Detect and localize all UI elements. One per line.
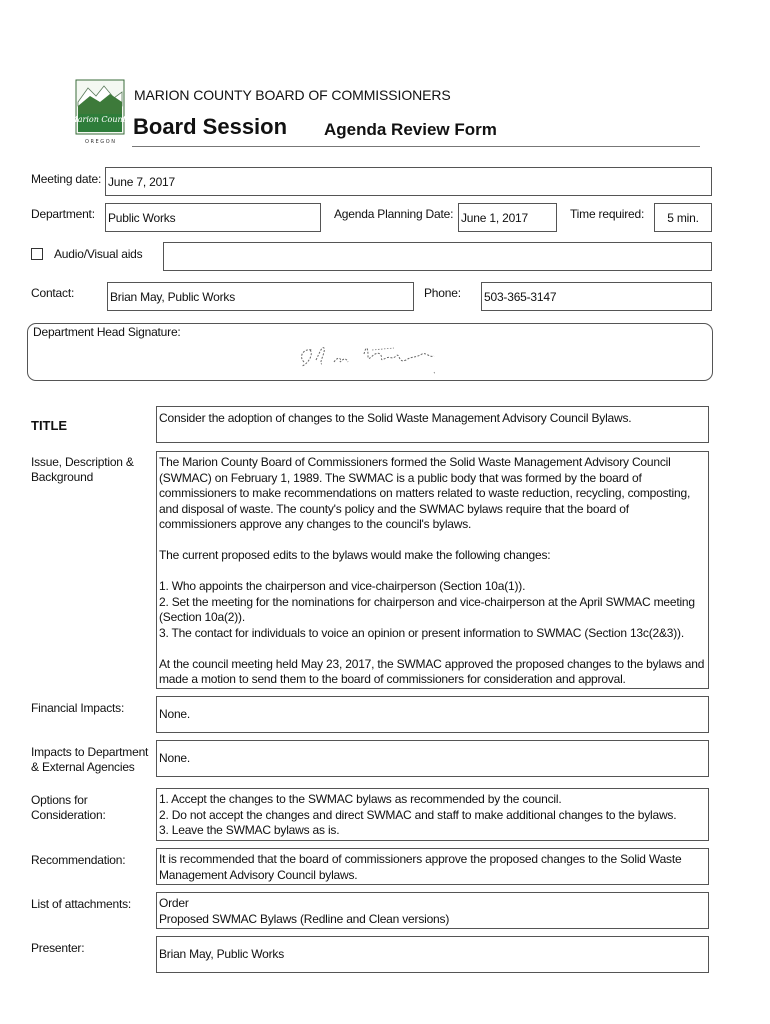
financial-field[interactable] [156,696,709,733]
options-item-1: 1. Accept the changes to the SWMAC bylaws as recommended by the council. [159,792,562,806]
meeting-date-value: June 7, 2017 [108,175,175,189]
options-content [157,789,708,841]
signature-label: Department Head Signature: [33,325,181,339]
contact-label: Contact: [31,286,75,300]
title-field[interactable] [156,406,709,443]
av-aids-checkbox[interactable] [31,248,43,260]
attachments-label: List of attachments: [31,897,132,911]
issue-list-item-3: 3. The contact for individuals to voice an opinion or present information to SWMAC (Section 13c(2&3)). [159,625,684,640]
attachments-field[interactable] [156,892,709,929]
page-title: Board Session [133,114,288,139]
impacts-label [31,745,148,775]
options-item-3: 3. Leave the SWMAC bylaws as is. [159,823,340,837]
department-label: Department: [31,207,95,221]
time-required-label: Time required: [570,207,645,221]
department-value: Public Works [108,211,176,225]
phone-value: 503-365-3147 [484,290,557,304]
issue-field[interactable] [156,451,709,689]
av-aids-value [164,243,711,247]
planning-date-value: June 1, 2017 [461,211,528,225]
options-label-line2: Consideration: [31,808,106,822]
logo-text: Marion County [69,115,131,124]
title-section-label: TITLE [31,418,68,433]
header-rule [132,146,700,147]
contact-value: Brian May, Public Works [110,290,235,304]
county-logo [69,80,131,146]
recommendation-label: Recommendation: [31,853,126,867]
av-aids-field[interactable] [163,242,712,271]
issue-paragraph-2: The current proposed edits to the bylaws would make the following changes: [159,548,551,562]
county-logo-icon [69,80,131,146]
meeting-date-field[interactable] [105,167,712,196]
time-required-field[interactable] [654,203,712,232]
title-value: Consider the adoption of changes to the Solid Waste Management Advisory Council Bylaws. [159,411,632,425]
issue-paragraph-3: At the council meeting held May 23, 2017, the SWMAC approved the proposed changes to the bylaws and made a motion to send them to the board of commissioners for consideration and approval. [159,656,705,686]
presenter-field[interactable] [156,936,709,973]
phone-field[interactable] [481,282,712,311]
page-subtitle: Agenda Review Form [324,120,497,139]
contact-field[interactable] [107,282,414,311]
impacts-value: None. [159,751,191,765]
planning-date-label: Agenda Planning Date: [334,207,454,221]
issue-label-line1: Issue, Description & [31,455,134,469]
recommendation-value: It is recommended that the board of commissioners approve the proposed changes to the Solid Waste Management Advisory Council bylaws. [159,852,682,882]
presenter-label: Presenter: [31,941,85,955]
time-required-value: 5 min. [667,211,699,225]
attachment-item-1: Order [159,896,189,910]
phone-label: Phone: [424,286,461,300]
options-field[interactable] [156,788,709,841]
impacts-field[interactable] [156,740,709,777]
issue-content [157,452,708,690]
meeting-date-label: Meeting date: [31,172,102,186]
impacts-label-line1: Impacts to Department [31,745,149,759]
issue-label [31,455,134,485]
recommendation-field[interactable] [156,848,709,885]
issue-list-item-2: 2. Set the meeting for the nominations for chairperson and vice-chairperson at the April SWMAC meeting (Section 10a(2)). [159,594,695,624]
signature-box[interactable] [27,323,713,381]
handwritten-signature-icon [294,336,439,376]
av-aids-label: Audio/Visual aids [54,247,143,261]
planning-date-field[interactable] [458,203,557,232]
options-label-line1: Options for [31,793,88,807]
issue-list-item-1: 1. Who appoints the chairperson and vice-chairperson (Section 10a(1)). [159,579,526,593]
logo-state: O R E G O N [84,139,116,145]
financial-value: None. [159,707,191,721]
attachments-content [157,893,708,929]
org-name: MARION COUNTY BOARD OF COMMISSIONERS [134,87,451,103]
presenter-value: Brian May, Public Works [159,947,284,961]
impacts-label-line2: & External Agencies [31,760,135,774]
issue-paragraph-1: The Marion County Board of Commissioners formed the Solid Waste Management Advisory Council (SWMAC) on February 1, 1989. The SWMAC is a public body that was formed by the board of commissioners to make recommendations on matters related to waste reduction, recycling, composting, and disposal of waste. The county's policy and the SWMAC bylaws require that the board of commissioners approve any changes to the council's bylaws. [159,455,691,531]
issue-label-line2: Background [31,470,94,484]
financial-label: Financial Impacts: [31,701,125,715]
attachment-item-2: Proposed SWMAC Bylaws (Redline and Clean versions) [159,911,450,926]
options-item-2: 2. Do not accept the changes and direct SWMAC and staff to make additional changes to the bylaws. [159,807,677,822]
department-field[interactable] [105,203,321,232]
options-label [31,793,106,823]
